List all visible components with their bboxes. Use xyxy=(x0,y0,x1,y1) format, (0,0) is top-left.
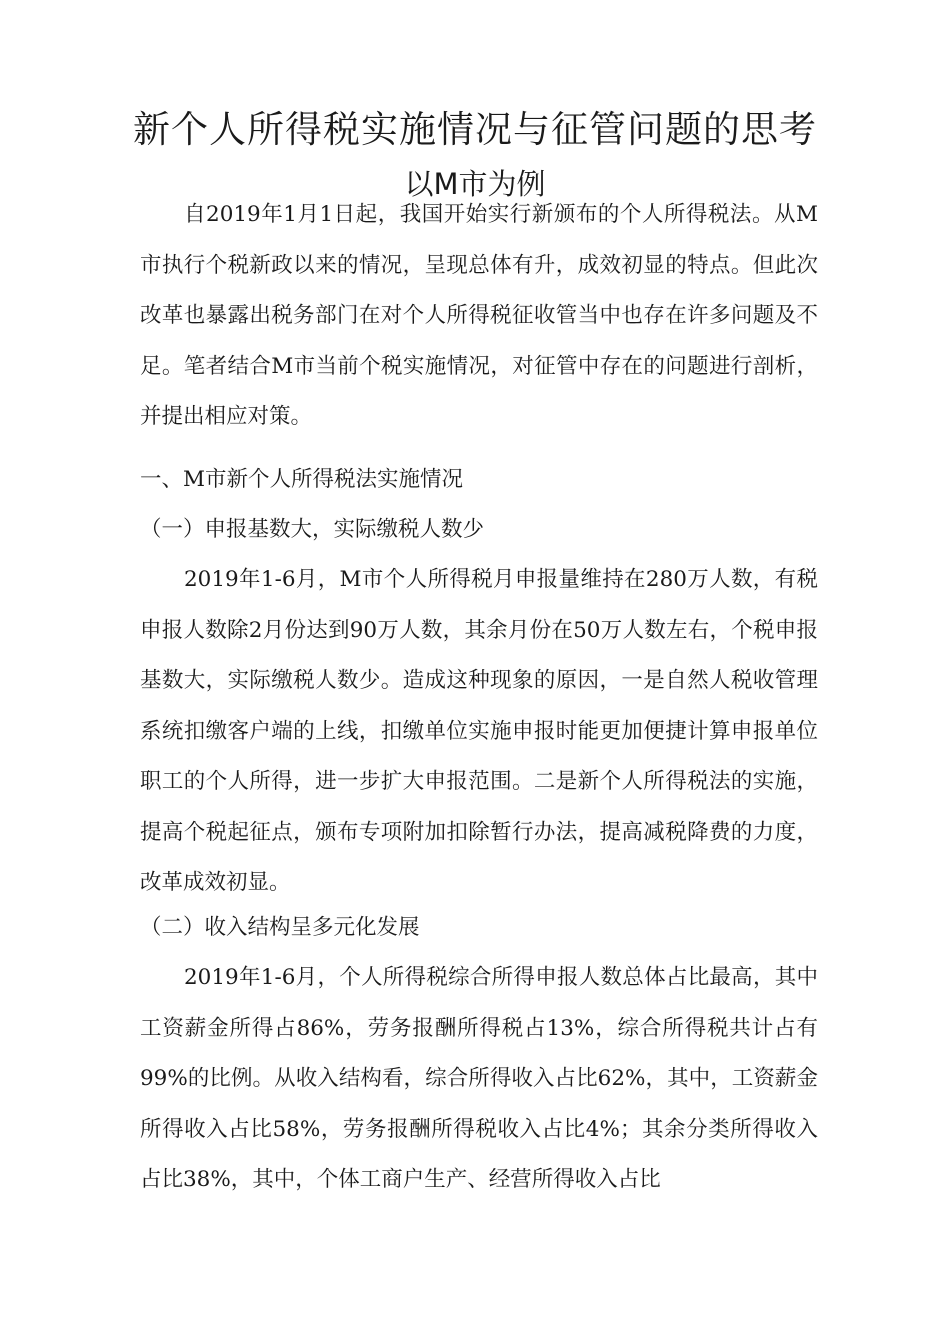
document-subtitle: 以M市为例 xyxy=(404,167,546,201)
subsection-heading-1: （一）申报基数大，实际缴税人数少 xyxy=(140,517,485,542)
intro-paragraph: 自2019年1月1日起，我国开始实行新颁布的个人所得税法。从M市执行个税新政以来的情况，呈现总体有升，成效初显的特点。但此次改革也暴露出税务部门在对个人所得税征收管当中也存在许多问题及不足。笔者结合M市当前个税实施情况，对征管中存在的问题进行剖析，并提出相应对策。 xyxy=(140,202,818,429)
document-title: 新个人所得税实施情况与征管问题的思考 xyxy=(133,108,817,151)
subsection-2-paragraph: 2019年1-6月，个人所得税综合所得申报人数总体占比最高，其中工资薪金所得占86%，劳务报酬所得税占13%，综合所得税共计占有99%的比例。从收入结构看，综合所得收入占比62%，其中，工资薪金所得收入占比58%，劳务报酬所得税收入占比4%；其余分类所得收入占比38%，其中，个体工商户生产、经营所得收入占比 xyxy=(140,965,818,1192)
subsection-heading-2: （二）收入结构呈多元化发展 xyxy=(140,915,420,940)
section-heading-1: 一、M市新个人所得税法实施情况 xyxy=(140,467,464,492)
subsection-1-paragraph: 2019年1-6月，M市个人所得税月申报量维持在280万人数，有税申报人数除2月份达到90万人数，其余月份在50万人数左右，个税申报基数大，实际缴税人数少。造成这种现象的原因，一是自然人税收管理系统扣缴客户端的上线，扣缴单位实施申报时能更加便捷计算申报单位职工的个人所得，进一步扩大申报范围。二是新个人所得税法的实施，提高个税起征点，颁布专项附加扣除暂行办法，提高减税降费的力度，改革成效初显。 xyxy=(140,567,818,895)
